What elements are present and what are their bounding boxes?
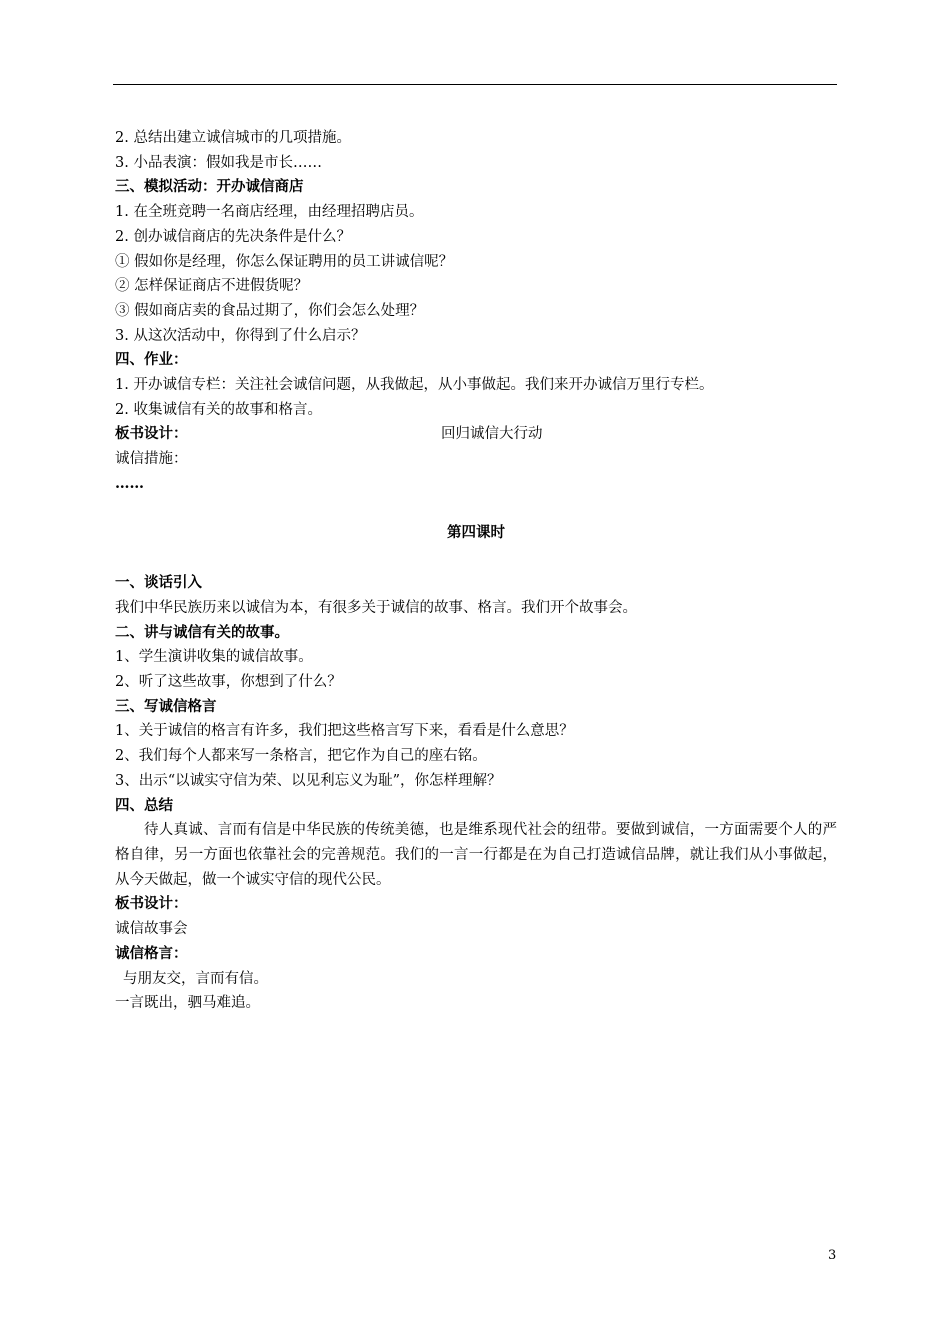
board-design-row [115,422,837,447]
section-heading: 二、讲与诚信有关的故事。 [115,623,289,641]
list-item: 1、关于诚信的格言有许多，我们把这些格言写下来，看看是什么意思？ [115,723,574,740]
document-body [115,126,837,1016]
board-design-label: 板书设计： [115,425,188,443]
list-item: 3、出示“以诚实守信为荣、以见利忘义为耻”，你怎样理解？ [115,772,502,789]
header-rule [113,84,837,85]
paragraph: 我们中华民族历来以诚信为本，有很多关于诚信的故事、格言。我们开个故事会。 [115,599,637,616]
section-heading: 一、谈话引入 [115,574,202,592]
list-item: ② 怎样保证商店不进假货呢？ [115,278,309,295]
page-number: 3 [828,1248,837,1263]
motto-line: 与朋友交，言而有信。 [123,970,268,987]
list-item: 1. 在全班竞聘一名商店经理，由经理招聘店员。 [115,204,424,221]
board-design-label: 板书设计： [115,895,188,913]
text-line: 2. 总结出建立诚信城市的几项措施。 [115,130,351,146]
motto-line: 一言既出，驷马难追。 [115,995,260,1012]
lesson-title: 第四课时 [447,523,505,541]
list-item: ① 假如你是经理，你怎么保证聘用的员工讲诚信呢？ [115,253,454,270]
summary-paragraph: 待人真诚、言而有信是中华民族的传统美德，也是维系现代社会的纽带。要做到诚信，一方面需要个人的严格自律，另一方面也依靠社会的完善规范。我们的一言一行都是在为自己打造诚信品牌，就让我们从小事做起，从今天做起，做一个诚实守信的现代公民。 [115,822,837,888]
list-item: 1、学生演讲收集的诚信故事。 [115,649,313,666]
list-item: 2. 创办诚信商店的先决条件是什么？ [115,228,351,245]
list-item: 2、听了这些故事，你想到了什么？ [115,674,342,691]
section-heading: 四、作业： [115,351,188,369]
list-item: 2、我们每个人都来写一条格言，把它作为自己的座右铭。 [115,748,487,765]
board-measures-label: 诚信措施： [115,451,188,468]
section-heading: 三、写诚信格言 [115,697,217,715]
text-line: 3. 小品表演：假如我是市长…… [115,154,322,171]
ellipsis: …… [115,474,144,492]
motto-label: 诚信格言： [115,944,188,962]
board-line: 诚信故事会 [115,921,188,938]
list-item: 1. 开办诚信专栏：关注社会诚信问题，从我做起，从小事做起。我们来开办诚信万里行专栏。 [115,377,714,394]
list-item: ③ 假如商店卖的食品过期了，你们会怎么处理？ [115,302,425,319]
section-heading: 四、总结 [115,796,173,814]
board-design-title: 回归诚信大行动 [441,426,543,443]
list-item: 3. 从这次活动中，你得到了什么启示？ [115,327,366,344]
list-item: 2. 收集诚信有关的故事和格言。 [115,401,322,418]
section-heading: 三、模拟活动：开办诚信商店 [115,178,304,196]
